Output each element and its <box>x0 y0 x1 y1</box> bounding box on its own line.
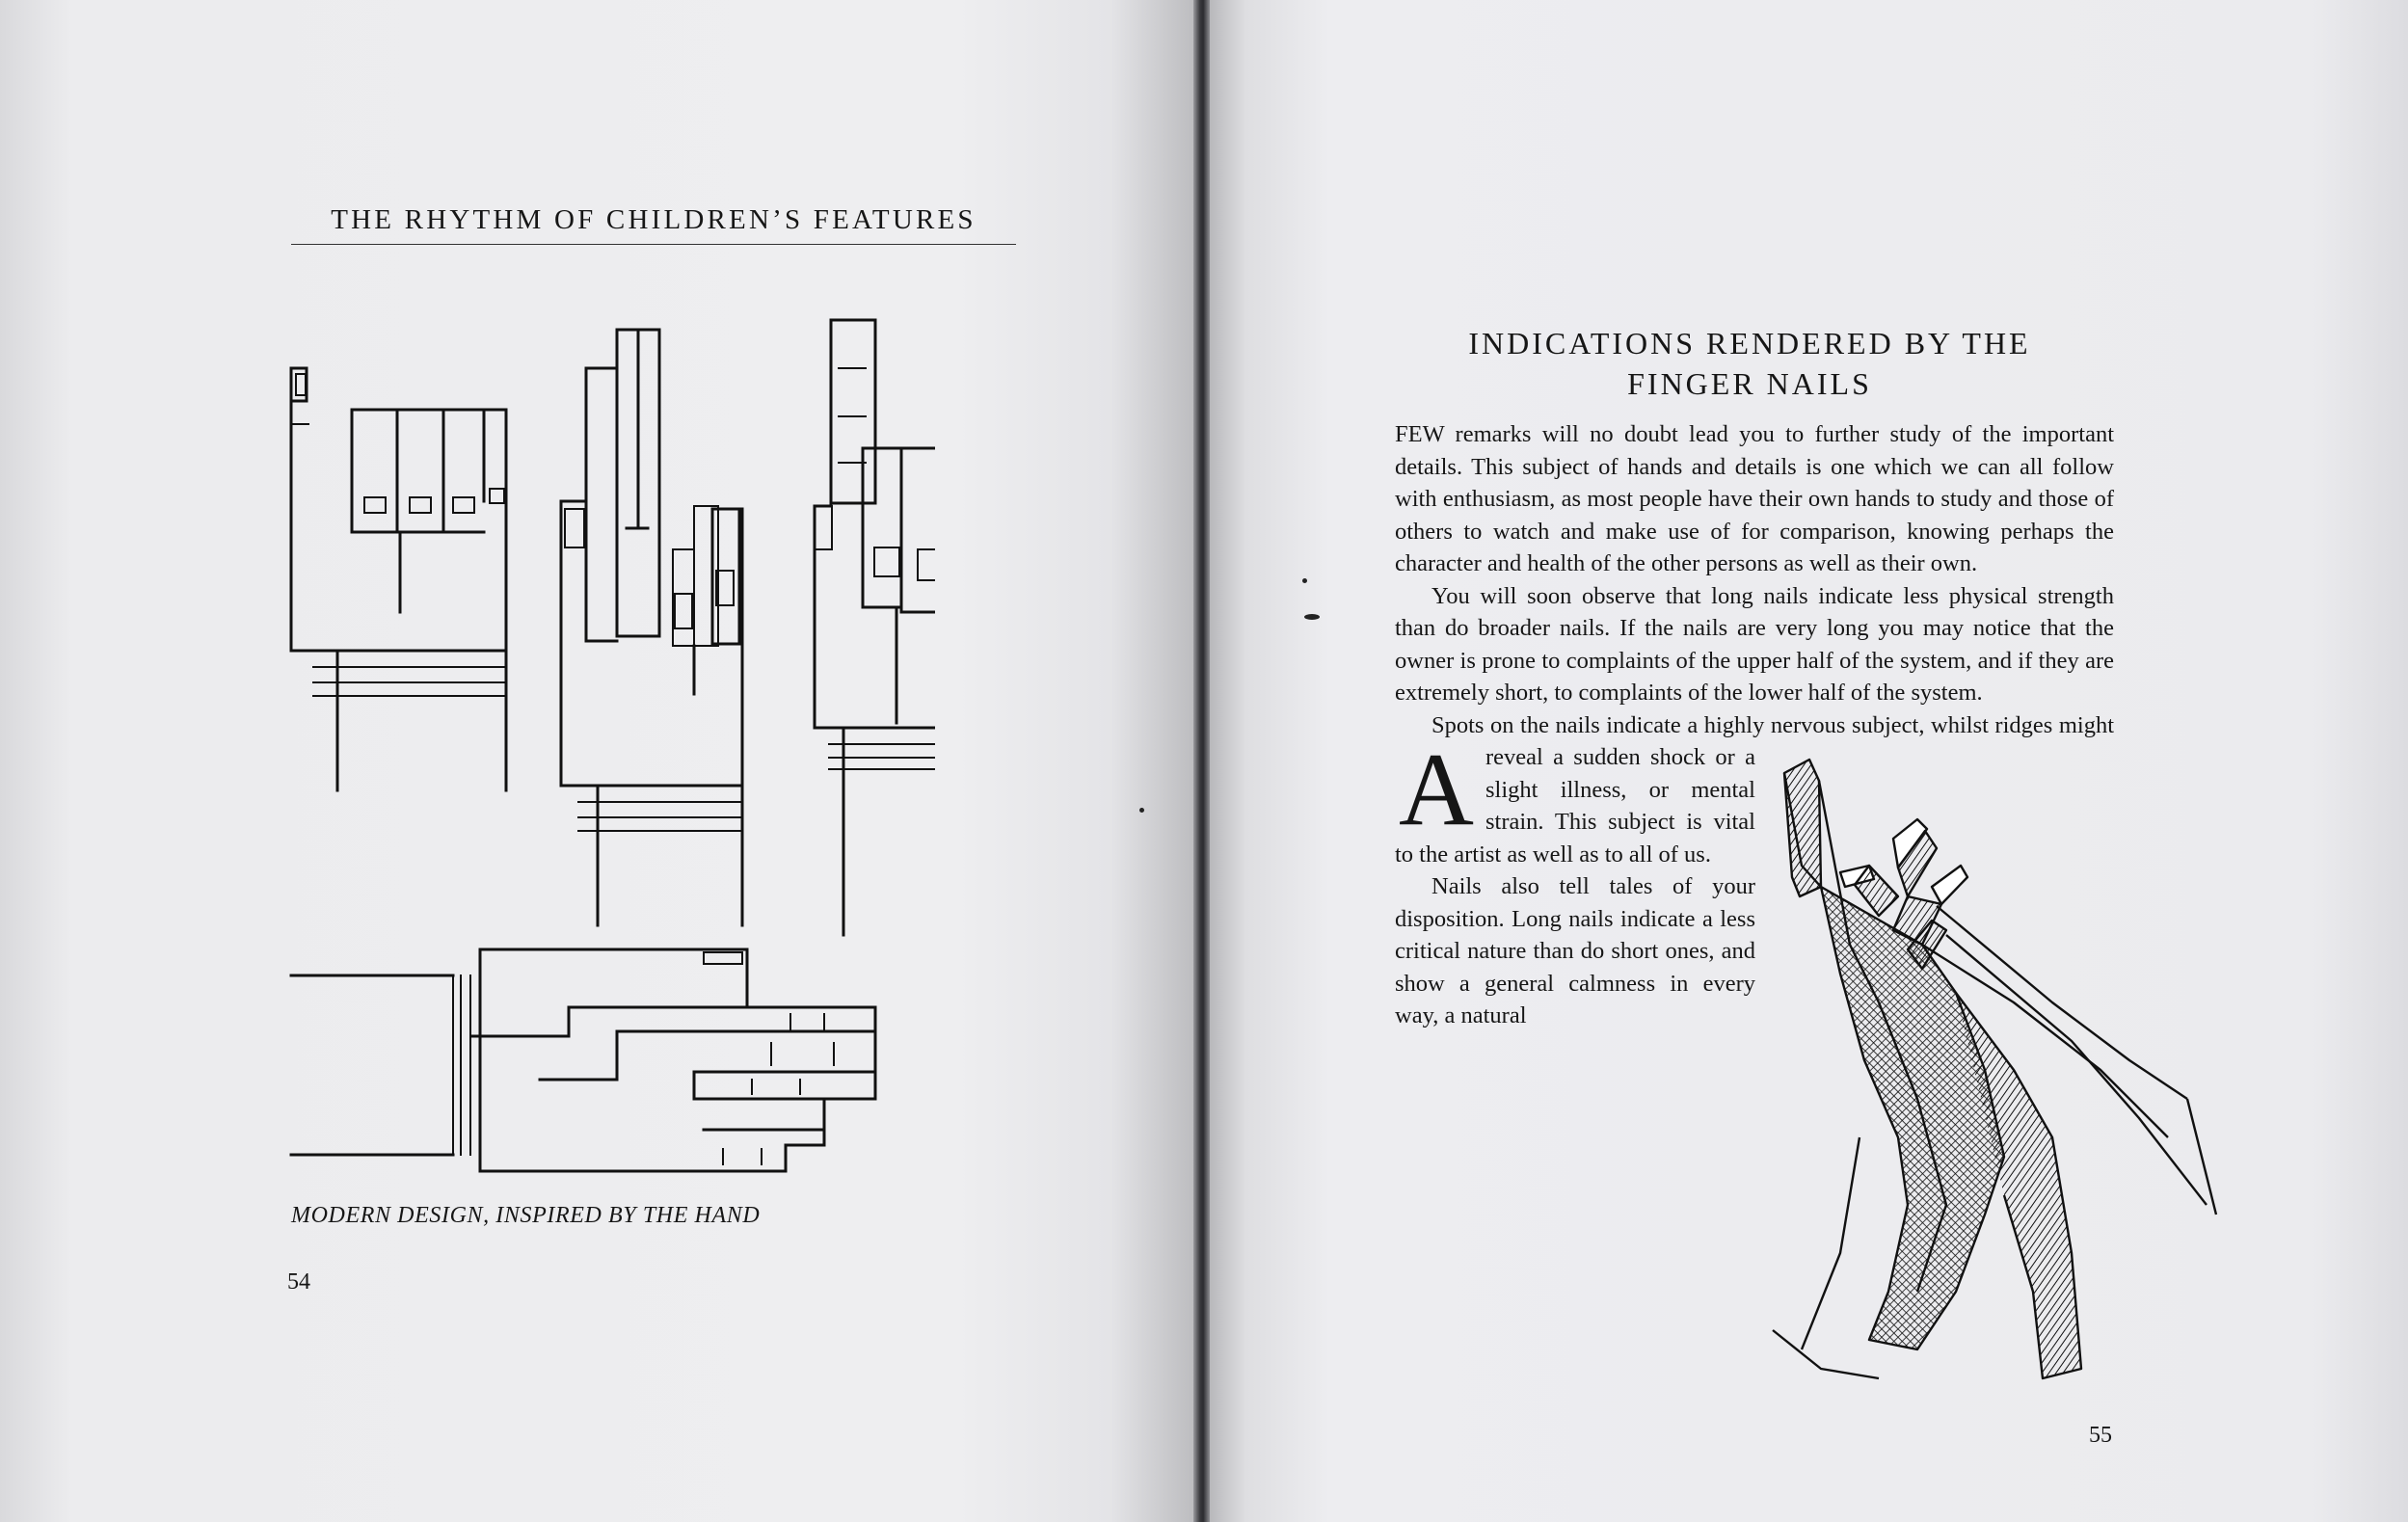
left-page <box>0 0 1193 1522</box>
chapter-title-line-1: INDICATIONS RENDERED BY THE <box>1468 326 2031 360</box>
right-page <box>1210 0 2408 1522</box>
geometric-hand-horizontal <box>291 949 875 1171</box>
hand-illustration <box>1763 752 2226 1417</box>
drop-cap: A <box>1399 733 1474 847</box>
chapter-title-line-2: FINGER NAILS <box>1627 366 1872 401</box>
paper-speck <box>1139 808 1144 813</box>
paragraph-2: You will soon observe that long nails indicate less physical strength than do broader nails. If the nails are very long you may notice that the owner is prone to complaints of the upper half of the system, and if they are extremely short, to complaints of the lower half of the system. <box>1395 582 2114 706</box>
running-header: THE RHYTHM OF CHILDREN’S FEATURES <box>291 204 1016 245</box>
geometric-hand-1 <box>291 368 506 790</box>
paper-speck <box>1302 578 1307 583</box>
geometric-hand-2 <box>561 330 742 925</box>
paragraph-1: A FEW remarks will no doubt lead you to further study of the important details. This subject of hands and details is one which we can all follow with enthusiasm, as most people have their own hands to study and those of others to watch and make use of for comparison, knowing perhaps the character and health of the other persons as well as their own. <box>1395 421 2114 847</box>
page-number-right: 55 <box>2089 1423 2112 1448</box>
page-number-left: 54 <box>287 1269 310 1295</box>
figure-caption: MODERN DESIGN, INSPIRED BY THE HAND <box>291 1203 761 1228</box>
book-gutter <box>1193 0 1210 1522</box>
modern-hand-design-figure <box>280 308 935 1176</box>
paragraph-4: Nails also tell tales of your disposition. Long nails indicate a less critical nature than do short ones, and show a general calmness in every way, a natural <box>1395 873 1755 1028</box>
paper-speck <box>1304 614 1320 620</box>
paragraph-3: Spots on the nails indicate a highly nervous subject, whilst ridges might reveal a sudden shock or a slight illness, or mental strain. This subject is vital to the artist as well as to all of us. <box>1395 711 2114 868</box>
geometric-hand-3 <box>815 320 935 935</box>
